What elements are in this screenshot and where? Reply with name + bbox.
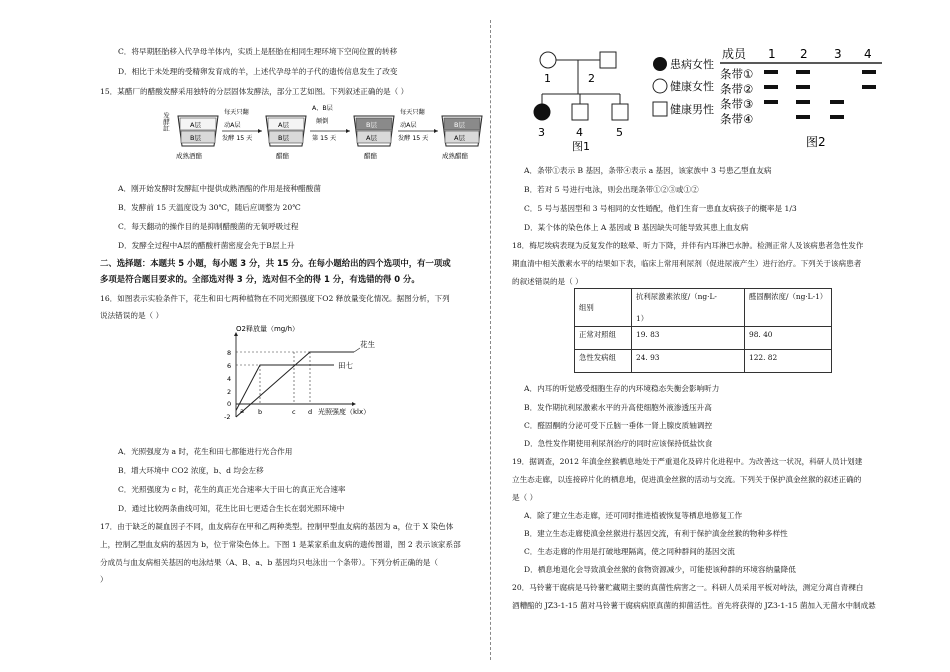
cell-control-group: 正常对照组 [575,327,632,350]
column-divider [490,20,491,660]
question-18-line1: 18．梅尼埃病表现为反复发作的眩晕、听力下降，并伴有内耳淋巴水肿。检测正常人及该病患者急性发作 [512,241,864,250]
chart-16-o2-release [214,322,394,422]
cell-acute-adh: 24. 93 [632,350,745,373]
option-17b: B．若对 5 号进行电泳，则会出现条带①②③或①② [524,185,699,194]
legend-sick-female: 患病女性 [670,58,714,71]
vat-4 [442,116,482,146]
question-17-line1: 17．由于缺乏的凝血因子不同，血友病存在甲和乙两种类型。控制甲型血友病的基因为 a，位于 X 染色体 [100,522,454,531]
xtick-b: b [258,408,263,416]
ytick-4: 4 [227,375,232,383]
band-3-member-1 [764,100,778,104]
svg-text:B层: B层 [454,121,465,129]
header-group: 组别 [575,289,632,327]
question-20-line1: 20．马铃薯干腐病是马铃薯贮藏期主要的真菌性病害之一。科研人员采用平板对峙法，测定分离自青稞白 [512,583,864,592]
vat-2-caption: 醋醅 [276,152,289,160]
member-2-number: 2 [588,72,595,85]
figure-2-caption: 图2 [806,135,826,149]
option-18b: B．发作期抗利尿激素水平的升高使细胞外液渗透压升高 [524,403,712,412]
member-3-sick-female [534,104,550,120]
option-16b: B．增大环境中 CO2 浓度，b、d 均会左移 [118,466,264,475]
legend-healthy-female-icon [653,79,667,93]
figure-17-pedigree [528,42,724,152]
gel-header: 成员 [722,47,747,61]
vat-1 [178,116,218,146]
question-19-line2: 立生态走廊，以连接碎片化的栖息地，促进滇金丝猴的活动与交流。下列关于保护滇金丝猴的叙述正确的 [512,475,862,484]
member-1-female [540,52,556,68]
option-17c: C．5 号与基因型和 3 号相同的女性婚配，他们生育一患血友病孩子的概率是 1/3 [524,204,797,213]
step2-top: A、B层 [312,105,333,112]
chart-xlabel: 光照强度（klx） [318,408,371,416]
option-19b: B．建立生态走廊使滇金丝猴进行基因交流，有利于保护滇金丝猴的物种多样性 [524,529,788,538]
gel-member-4: 4 [864,47,872,61]
member-4-male [572,104,588,120]
table-header-row [575,289,832,327]
band-2-member-4 [862,85,876,89]
member-1-number: 1 [544,72,551,85]
option-19c: C．生态走廊的作用是打破地理隔离，使之同种群间的基因交流 [524,547,735,556]
svg-text:B层: B层 [278,134,289,142]
vat-label: 发酵缸 [162,112,170,132]
option-15a: A．刚开始发酵时发酵缸中提供成熟酒醅的作用是接种醋酸菌 [118,184,321,193]
question-16-line2: 说法错误的是（ ） [100,311,164,320]
option-16d: D．通过比较两条曲线可知，花生比田七更适合生长在弱光照环境中 [118,504,345,513]
chart-ylabel: O2释放量（mg/h） [236,325,300,333]
step1-bot: 发酵 15 天 [222,135,253,142]
ytick-2: 2 [227,388,232,396]
question-17-line2: 上，控制乙型血友病的基因为 b，位于常染色体上。下图 1 是某家系血友病的遗传图谱，图 2 表示该家系部 [100,540,461,549]
table-row [575,350,832,373]
vat-1-caption: 成熟酒醅 [176,152,202,160]
band-label-3: 条带③ [720,97,754,111]
svg-text:A层: A层 [366,134,377,142]
xtick-d: d [308,408,313,416]
question-18-line3: 的叙述错误的是（ ） [512,277,583,286]
ytick-0: 0 [227,400,232,408]
member-5-male [612,104,628,120]
option-16c: C．光照强度为 c 时，花生的真正光合速率大于田七的真正光合速率 [118,485,346,494]
option-15b: B．发酵前 15 天温度设为 30℃，随后应调整为 20℃ [118,203,301,212]
member-5-number: 5 [616,126,623,139]
question-19-line1: 19．据调查，2012 年滇金丝猴栖息地处于严重退化及碎片化进程中。为改善这一状况，科研人员计划建 [512,457,863,466]
option-17a: A．条带①表示 B 基因，条带④表示 a 基因，该家族中 3 号患乙型血友病 [524,166,772,175]
section-2-heading-line1: 二、选择题：本题共 5 小题，每小题 3 分，共 15 分。在每小题给出的四个选项中，有一项或 [100,258,451,268]
header-aldosterone: 醛固酮浓度/（ng·L-1） [745,289,832,327]
cell-control-adh: 19. 83 [632,327,745,350]
question-18-line2: 期血清中相关激素水平的结果如下表，临床上常用利尿剂（促进尿液产生）进行治疗。下列关于该病患者 [512,259,862,268]
question-20-line2: 酒糟醅的 JZ3-1-15 菌对马铃薯干腐病病原真菌的抑菌活性。首先将获得的 JZ3-1-15 菌加入无菌水中制成悬 [512,601,876,610]
cell-acute-group: 急性发病组 [575,350,632,373]
vat-3 [354,116,394,146]
ytick-8: 8 [227,349,232,357]
question-16-line1: 16．如图表示实验条件下，花生和田七两种植物在不同光照强度下O2 释放量变化情况。据图分析，下列 [100,294,450,303]
vat-3-caption: 醋醅 [364,152,377,160]
layer-a-label: A层 [190,121,201,129]
option-15d: D．发酵全过程中A层的醋酸杆菌密度会先于B层上升 [118,241,295,250]
table-18-hormones [574,288,832,373]
figure-1-caption: 图1 [572,140,590,153]
xtick-a: a [240,407,244,415]
step3-mid: 动A层 [400,122,417,129]
header-adh: 抗利尿激素浓度/（ng·L- 1） [632,289,745,327]
band-4-member-2 [796,115,810,119]
series-peanut-label: 花生 [360,340,375,349]
band-3-member-2 [796,100,810,104]
series-tianqi-label: 田七 [338,361,353,370]
cell-control-aldosterone: 98. 40 [745,327,832,350]
option-15c: C．每天翻动的操作目的是抑制醋酸菌的无氧呼吸过程 [118,222,299,231]
option-18c: C．醛固酮的分泌可受下丘脑一垂体一肾上腺皮质轴调控 [524,421,713,430]
table-row [575,327,832,350]
gel-member-1: 1 [768,47,776,61]
svg-text:A层: A层 [278,121,289,129]
band-label-2: 条带② [720,82,754,96]
step2-bot: 第 15 天 [312,135,337,142]
option-16a: A．光照强度为 a 时，花生和田七都能进行光合作用 [118,447,293,456]
option-19a: A．除了建立生态走廊，还可同时推进植被恢复等栖息地修复工作 [524,511,743,520]
svg-text:A层: A层 [454,134,465,142]
legend-healthy-female: 健康女性 [670,80,714,93]
member-3-number: 3 [538,126,545,139]
question-17-line4: ） [100,575,108,584]
question-17-line3: 分成员与血友病相关基因的电泳结果（A、B、a、b 基因均只电泳出一个条带）。下列分析正确的是（ [100,558,438,567]
member-4-number: 4 [576,126,583,139]
band-label-1: 条带① [720,67,754,81]
band-2-member-1 [764,85,778,89]
ytick-6: 6 [227,362,232,370]
step1-top: 每天只翻 [224,109,249,116]
xtick-c: c [292,408,296,416]
band-4-member-3 [830,115,844,119]
option-17d: D．某个体的染色体上 A 基因或 B 基因缺失可能导致其患上血友病 [524,223,749,232]
question-19-line3: 是（ ） [512,493,538,502]
option-19d: D．栖息地退化会导致滇金丝猴的食物资源减少，可能使该种群的环境容纳量降低 [524,565,796,574]
band-1-member-1 [764,70,778,74]
option-14d: D．相比于未处理的受精卵发育成的羊，上述代孕母羊的子代的遗传信息发生了改变 [118,67,398,76]
member-2-male [600,52,616,68]
step2-mid: 颠倒 [316,118,329,125]
band-2-member-2 [796,85,810,89]
figure-15-fermentation [162,100,486,162]
cell-acute-aldosterone: 122. 82 [745,350,832,373]
step3-bot: 发酵 15 天 [398,135,429,142]
figure-17-electrophoresis [718,42,888,152]
vat-4-caption: 成熟醋醅 [442,152,468,160]
vat-2 [266,116,306,146]
band-label-4: 条带④ [720,112,754,126]
question-15: 15．某醋厂的醋酸发酵采用独特的分层固体发酵法，部分工艺如图。下列叙述正确的是（ ） [100,87,409,96]
legend-healthy-male: 健康男性 [670,103,714,116]
section-2-heading-line2: 多项是符合题目要求的。全部选对得 3 分，选对但不全的得 1 分，有选错的得 0 分。 [100,274,420,284]
option-18a: A．内耳的听觉感受细胞生存的内环境稳态失衡会影响听力 [524,384,720,393]
gel-member-2: 2 [800,47,808,61]
option-18d: D．急性发作期使用利尿剂治疗的同时应该保持低盐饮食 [524,439,713,448]
legend-healthy-male-icon [653,102,667,116]
step1-mid: 动A层 [224,122,241,129]
ytick-neg2: -2 [224,413,231,421]
gel-member-3: 3 [834,47,842,61]
svg-text:B层: B层 [366,121,377,129]
band-3-member-3 [830,100,844,104]
band-1-member-4 [862,70,876,74]
step3-top: 每天只翻 [400,109,425,116]
band-1-member-2 [796,70,810,74]
layer-b-label: B层 [190,134,201,142]
option-14c: C．将早期胚胎移入代孕母羊体内，实质上是胚胎在相同生理环境下空间位置的转移 [118,47,398,56]
legend-sick-female-icon [653,57,667,71]
